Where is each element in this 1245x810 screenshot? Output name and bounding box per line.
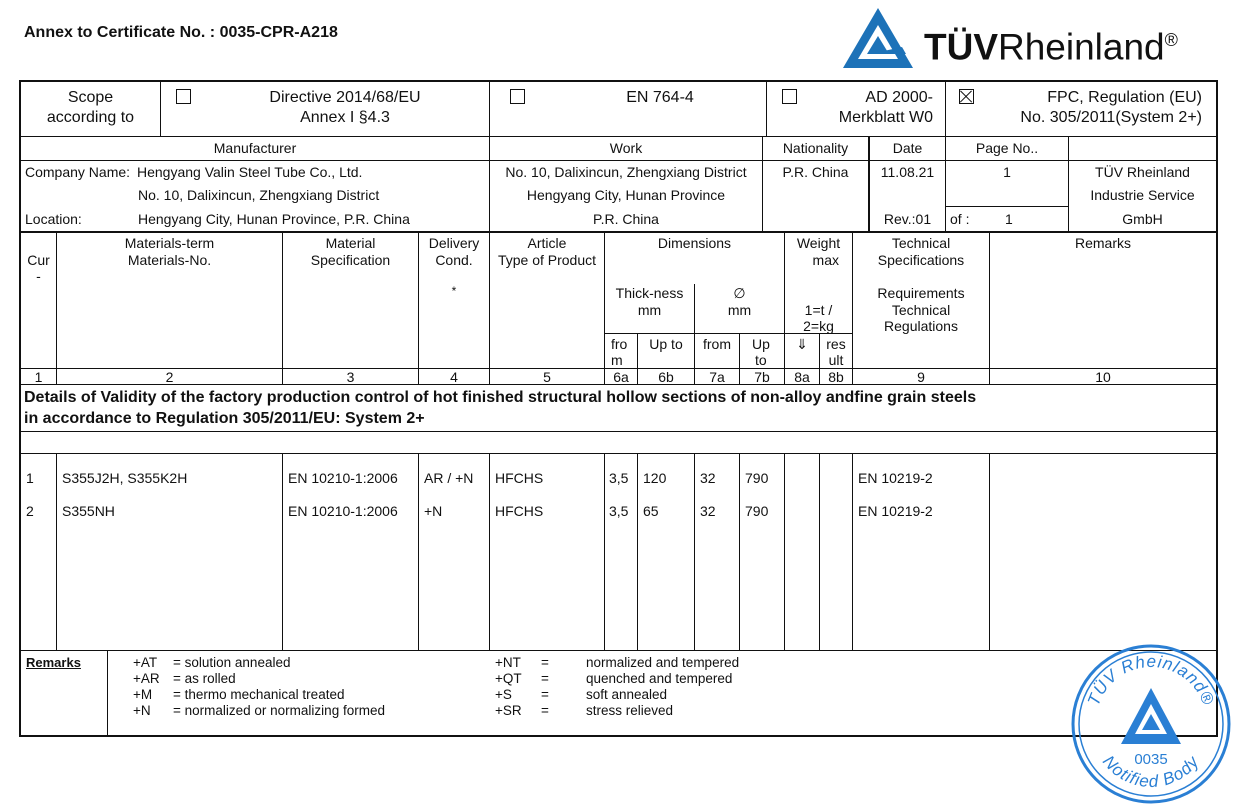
notified-body-stamp xyxy=(1066,638,1236,806)
col-cur: Cur xyxy=(27,252,50,268)
scope-en764-line1: EN 764-4 xyxy=(626,89,694,106)
row1-tech: EN 10219-2 xyxy=(858,470,933,486)
row2-dia-from: 32 xyxy=(700,503,716,519)
nationality-value: P.R. China xyxy=(782,164,849,180)
col-dia-upto-b: to xyxy=(755,352,767,368)
row1-dia-from: 32 xyxy=(700,470,716,486)
header-page-no: Page No.. xyxy=(975,140,1039,156)
row1-delivery: AR / +N xyxy=(424,470,474,486)
col-dia-upto-a: Up xyxy=(752,336,770,352)
manufacturer-address: No. 10, Dalixincun, Zhengxiang District xyxy=(138,187,380,203)
logo-rheinland: Rheinland xyxy=(998,26,1165,68)
work-line1: No. 10, Dalixincun, Zhengxiang District xyxy=(505,164,747,180)
work-line2: Hengyang City, Hunan Province xyxy=(526,187,726,203)
col-diameter-unit: mm xyxy=(727,302,752,318)
remark-desc-s: soft annealed xyxy=(586,687,668,702)
col-weight-l2: max xyxy=(812,252,839,268)
remark-eq-nt: = xyxy=(541,655,549,670)
company-label: Company Name: xyxy=(25,164,131,180)
location-label: Location: xyxy=(25,211,82,227)
company-name: Hengyang Valin Steel Tube Co., Ltd. xyxy=(137,164,363,180)
remark-code-nt: +NT xyxy=(495,655,521,670)
remark-code-m: +M xyxy=(133,687,153,702)
col-thick-upto: Up to xyxy=(649,336,683,352)
col-tech-l5: Regulations xyxy=(884,318,958,334)
remarks-title: Remarks xyxy=(26,655,81,670)
header-date: Date xyxy=(892,140,923,156)
manufacturer-location: Hengyang City, Hunan Province, P.R. China xyxy=(138,211,410,227)
scope-ad2000-line2: Merkblatt W0 xyxy=(838,109,933,126)
remark-code-at: +AT xyxy=(133,655,158,670)
logo-wordmark xyxy=(924,19,1178,68)
logo-tuv: TÜV xyxy=(924,26,998,68)
remark-desc-sr: stress relieved xyxy=(586,703,674,718)
col-delivery-star: * xyxy=(451,284,457,298)
row1-cur: 1 xyxy=(26,470,34,486)
colnum-9: 9 xyxy=(917,369,925,385)
row1-material: S355J2H, S355K2H xyxy=(62,470,188,486)
col-result-b: ult xyxy=(828,352,844,368)
row2-delivery: +N xyxy=(424,503,443,519)
row2-dia-upto: 790 xyxy=(745,503,769,519)
tuv-triangle-icon xyxy=(840,5,916,71)
details-line1: Details of Validity of the factory production control of hot finished structural hollow sections of non-alloy andfine grain steels xyxy=(24,389,977,406)
col-tech-l4: Technical xyxy=(891,302,951,318)
checkbox-en764[interactable] xyxy=(510,89,525,104)
col-dimensions: Dimensions xyxy=(657,235,732,251)
col-materials-l1: Materials-term xyxy=(124,235,215,251)
col-diameter-symbol: ∅ xyxy=(733,285,746,301)
remark-eq-sr: = xyxy=(541,703,549,718)
revision-value: Rev.:01 xyxy=(883,211,932,227)
scope-directive-line1: Directive 2014/68/EU xyxy=(269,89,421,106)
col-weight-l3: 1=t / xyxy=(804,302,833,318)
details-line2: in accordance to Regulation 305/2011/EU: System 2+ xyxy=(24,410,425,427)
colnum-2: 2 xyxy=(165,369,174,385)
colnum-4: 4 xyxy=(450,369,458,385)
remark-desc-ar: = as rolled xyxy=(173,671,236,686)
col-spec-l1: Material xyxy=(325,235,376,251)
col-weight-l1: Weight xyxy=(796,235,841,251)
header-nationality: Nationality xyxy=(782,140,849,156)
of-value: 1 xyxy=(1005,211,1013,227)
remark-desc-m: = thermo mechanical treated xyxy=(173,687,345,702)
col-thick-from-b: m xyxy=(611,352,623,368)
remark-eq-s: = xyxy=(541,687,549,702)
scope-ad2000-line1: AD 2000- xyxy=(865,89,933,106)
stamp-bottom-text: Notified Body xyxy=(1099,751,1203,792)
remark-desc-nt: normalized and tempered xyxy=(586,655,740,670)
col-spec-l2: Specification xyxy=(310,252,391,268)
colnum-5: 5 xyxy=(543,369,551,385)
date-value: 11.08.21 xyxy=(880,164,935,180)
row2-thick-upto: 65 xyxy=(643,503,659,519)
col-weight-l4: 2=kg xyxy=(803,318,834,334)
colnum-10: 10 xyxy=(1095,369,1111,385)
row2-article: HFCHS xyxy=(495,503,544,519)
colnum-1: 1 xyxy=(34,369,43,385)
col-tech-l1: Technical xyxy=(891,235,951,251)
remark-code-ar: +AR xyxy=(133,671,160,686)
col-article-l1: Article xyxy=(527,235,567,251)
remark-eq-qt: = xyxy=(541,671,549,686)
row2-cur: 2 xyxy=(26,503,34,519)
header-manufacturer: Manufacturer xyxy=(213,140,297,156)
remark-desc-at: = solution annealed xyxy=(173,655,291,670)
logo-registered: ® xyxy=(1164,30,1178,50)
col-remarks: Remarks xyxy=(1074,235,1131,251)
scope-directive-line2: Annex I §4.3 xyxy=(300,109,390,126)
row2-spec: EN 10210-1:2006 xyxy=(288,503,398,519)
scope-label-line2: according to xyxy=(46,109,135,126)
row1-article: HFCHS xyxy=(495,470,544,486)
remark-code-sr: +SR xyxy=(495,703,522,718)
issuer-line3: GmbH xyxy=(1122,211,1163,227)
stamp-top-text: TÜV Rheinland® xyxy=(1083,651,1219,709)
colnum-7b: 7b xyxy=(754,369,770,385)
colnum-6a: 6a xyxy=(613,369,629,385)
checkbox-directive[interactable] xyxy=(176,89,191,104)
of-label: of : xyxy=(950,211,970,227)
col-dia-from: from xyxy=(703,336,731,352)
col-materials-l2: Materials-No. xyxy=(127,252,212,268)
col-cur-sub: - xyxy=(36,268,41,284)
scope-label-line1: Scope xyxy=(67,89,114,106)
colnum-3: 3 xyxy=(346,369,355,385)
col-tech-l2: Specifications xyxy=(877,252,965,268)
work-line3: P.R. China xyxy=(593,211,659,227)
col-delivery-l1: Delivery xyxy=(428,235,480,251)
remark-code-s: +S xyxy=(495,687,512,702)
col-result-a: res xyxy=(826,336,846,352)
col-thick-from-a: fro xyxy=(611,336,628,352)
checkbox-fpc-checked[interactable] xyxy=(959,89,974,104)
row1-thick-from: 3,5 xyxy=(609,470,629,486)
remark-desc-qt: quenched and tempered xyxy=(586,671,733,686)
remark-code-qt: +QT xyxy=(495,671,522,686)
colnum-7a: 7a xyxy=(709,369,725,385)
scope-fpc-line1: FPC, Regulation (EU) xyxy=(1047,89,1202,106)
col-delivery-l2: Cond. xyxy=(435,252,473,268)
row2-material: S355NH xyxy=(62,503,115,519)
col-article-l2: Type of Product xyxy=(497,252,597,268)
colnum-8a: 8a xyxy=(794,369,810,385)
tuv-logo xyxy=(840,5,1240,71)
row1-dia-upto: 790 xyxy=(745,470,769,486)
header-work: Work xyxy=(609,140,643,156)
stamp-number: 0035 xyxy=(1134,751,1168,768)
scope-fpc-line2: No. 305/2011(System 2+) xyxy=(1020,109,1202,126)
colnum-8b: 8b xyxy=(828,369,844,385)
colnum-6b: 6b xyxy=(658,369,674,385)
remark-code-n: +N xyxy=(133,703,151,718)
down-arrow-icon: ⇓ xyxy=(796,336,808,352)
col-thickness-l2: mm xyxy=(637,302,662,318)
issuer-line1: TÜV Rheinland xyxy=(1095,164,1190,180)
col-thickness-l1: Thick-ness xyxy=(615,285,684,301)
issuer-line2: Industrie Service xyxy=(1090,187,1195,203)
page-no-value: 1 xyxy=(1003,164,1011,180)
col-tech-l3: Requirements xyxy=(877,285,965,301)
row2-tech: EN 10219-2 xyxy=(858,503,933,519)
row1-spec: EN 10210-1:2006 xyxy=(288,470,398,486)
row2-thick-from: 3,5 xyxy=(609,503,629,519)
row1-thick-upto: 120 xyxy=(643,470,667,486)
annex-title: Annex to Certificate No. : 0035-CPR-A218 xyxy=(24,24,338,41)
remark-desc-n: = normalized or normalizing formed xyxy=(173,703,385,718)
